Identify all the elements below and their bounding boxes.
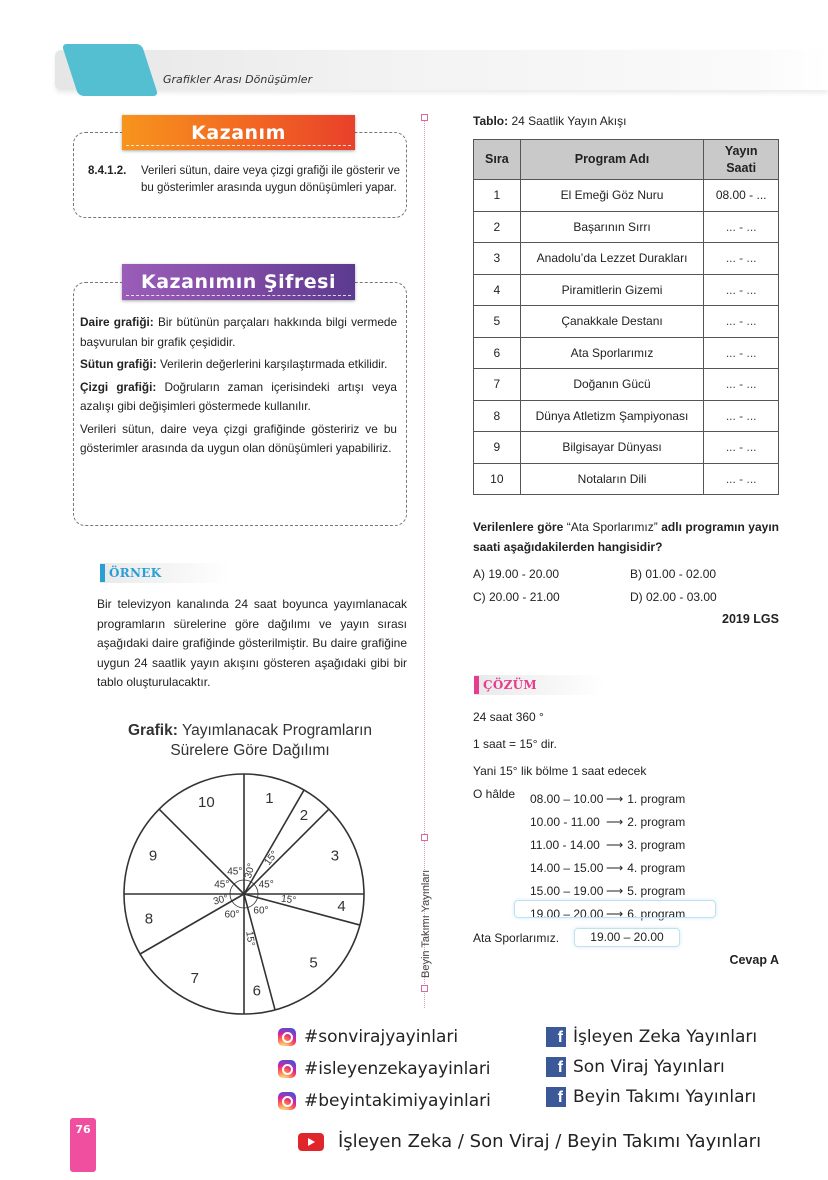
cell-saat: ... - ... xyxy=(704,400,779,432)
pie-angle-label: 45° xyxy=(214,879,230,891)
youtube-link[interactable]: İşleyen Zeka / Son Viraj / Beyin Takımı Yayınları xyxy=(298,1131,761,1152)
ornek-text: Bir televizyon kanalında 24 saat boyunca yayımlanacak programların sürelerine göre dağılımı ve yayın sırası aşağıdaki daire grafiğinde gösterilmiştir. Bu daire grafiğine uygun 24 saatlik yayın akışını gösteren aşağıdaki gibi bir tablo oluşturulacaktır. xyxy=(97,597,407,689)
instagram-icon xyxy=(278,1092,296,1110)
ornek-bar-icon xyxy=(100,564,105,582)
kazanim-content xyxy=(88,163,400,197)
arrow-icon: ⟶ xyxy=(606,814,624,829)
divider-knob-mid xyxy=(421,834,428,841)
cell-program: Piramitlerin Gizemi xyxy=(520,274,704,306)
cell-sira: 5 xyxy=(474,306,521,338)
table-row xyxy=(474,243,779,275)
facebook-icon: f xyxy=(546,1057,566,1077)
arrow-icon: ⟶ xyxy=(606,791,624,806)
chapter-title: Grafikler Arası Dönüşümler xyxy=(163,73,313,86)
pie-segment-label: 4 xyxy=(337,897,346,915)
cell-saat: 08.00 - ... xyxy=(704,180,779,212)
pie-segment-label: 5 xyxy=(309,954,318,972)
cozum-step: 19.00 – 20.00 ⟶ 6. program xyxy=(530,906,686,921)
instagram-link-1[interactable]: #sonvirajyayinlari xyxy=(278,1027,458,1047)
cell-saat: ... - ... xyxy=(704,463,779,495)
pie-segment-label: 6 xyxy=(252,982,262,1000)
instagram-icon xyxy=(278,1028,296,1046)
cell-saat: ... - ... xyxy=(704,337,779,369)
table-row xyxy=(474,180,779,212)
cozum-bar-icon xyxy=(474,676,479,694)
chart-title: Grafik: Yayımlanacak Programların Sürelere Göre Dağılımı xyxy=(127,722,373,759)
cell-sira: 8 xyxy=(474,400,521,432)
sifre-content xyxy=(80,313,397,462)
cell-saat: ... - ... xyxy=(704,243,779,275)
pie-angle-label: 15° xyxy=(280,893,297,907)
cell-saat: ... - ... xyxy=(704,306,779,338)
cell-program: Bilgisayar Dünyası xyxy=(520,432,704,464)
col-header-saat: Yayın Saati xyxy=(704,140,779,180)
pie-chart xyxy=(118,768,370,1020)
highlight-step6 xyxy=(514,900,716,918)
table-caption: Tablo: 24 Saatlik Yayın Akışı xyxy=(473,114,627,128)
cell-sira: 7 xyxy=(474,369,521,401)
instagram-icon xyxy=(278,1060,296,1078)
table-row xyxy=(474,274,779,306)
arrow-icon: ⟶ xyxy=(606,860,624,875)
header-accent-tab xyxy=(62,44,159,96)
ornek-label: ÖRNEK xyxy=(100,563,230,583)
arrow-icon: ⟶ xyxy=(606,906,624,921)
kazanim-banner-label: Kazanım xyxy=(191,121,286,144)
pie-segment-label: 10 xyxy=(198,794,215,812)
arrow-icon: ⟶ xyxy=(606,837,624,852)
cozum-step: 14.00 – 15.00 ⟶ 4. program xyxy=(530,860,686,875)
cell-saat: ... - ... xyxy=(704,432,779,464)
cell-program: Dünya Atletizm Şampiyonası xyxy=(520,400,704,432)
col-header-program: Program Adı xyxy=(520,140,704,180)
cozum-step: 15.00 – 19.00 ⟶ 5. program xyxy=(530,883,686,898)
definition-sutun: Sütun grafiği: Verilerin değerlerini karşılaştırmada etkilidir. xyxy=(80,357,388,371)
cell-sira: 1 xyxy=(474,180,521,212)
pie-angle-label: 15° xyxy=(262,849,281,868)
table-row xyxy=(474,306,779,338)
kazanim-code: 8.4.1.2. xyxy=(88,165,127,177)
pie-angle-label: 45° xyxy=(258,879,274,891)
cell-saat: ... - ... xyxy=(704,274,779,306)
cozum-line3: Yani 15° lik bölme 1 saat edecek xyxy=(473,764,647,778)
instagram-link-2[interactable]: #isleyenzekayayinlari xyxy=(278,1059,491,1079)
pie-angle-label: 60° xyxy=(253,905,269,917)
youtube-icon xyxy=(298,1133,324,1151)
pie-divider-line xyxy=(159,809,244,894)
divider-knob-bottom xyxy=(421,985,428,992)
table-row xyxy=(474,369,779,401)
cell-sira: 2 xyxy=(474,211,521,243)
question-source: 2019 LGS xyxy=(722,612,779,626)
pie-segment-label: 9 xyxy=(148,847,158,865)
definition-daire: Daire grafiği: Bir bütünün parçaları hakkında bilgi vermede başvurulan bir grafik çeşididir. xyxy=(80,315,397,349)
pie-segment-label: 1 xyxy=(265,789,274,807)
cell-program: Doğanın Gücü xyxy=(520,369,704,401)
facebook-icon: f xyxy=(546,1027,566,1047)
option-d[interactable]: D) 02.00 - 03.00 xyxy=(630,590,717,604)
divider-knob-top xyxy=(421,114,428,121)
cell-program: Notaların Dili xyxy=(520,463,704,495)
cell-program: Ata Sporlarımız xyxy=(520,337,704,369)
table-row xyxy=(474,400,779,432)
answer-value: 19.00 – 20.00 xyxy=(574,928,680,947)
pie-segment-label: 2 xyxy=(299,806,309,824)
pie-angle-label: 60° xyxy=(224,909,240,921)
cell-saat: ... - ... xyxy=(704,211,779,243)
table-row xyxy=(474,337,779,369)
final-answer: Cevap A xyxy=(729,953,779,967)
option-b[interactable]: B) 01.00 - 02.00 xyxy=(630,567,717,581)
facebook-icon: f xyxy=(546,1087,566,1107)
cell-sira: 6 xyxy=(474,337,521,369)
facebook-link-2[interactable]: f Son Viraj Yayınları xyxy=(546,1057,725,1077)
sifre-banner-label: Kazanımın Şifresi xyxy=(141,271,336,293)
publisher-side-text: Beyin Takımı Yayınları xyxy=(420,869,432,978)
instagram-link-3[interactable]: #beyintakimiyayinlari xyxy=(278,1091,491,1111)
pie-angle-label: 30° xyxy=(212,893,230,908)
answer-label: Ata Sporlarımız. xyxy=(473,931,560,945)
cell-program: Anadolu’da Lezzet Durakları xyxy=(520,243,704,275)
pie-segment-label: 3 xyxy=(330,847,340,865)
pie-angle-label: 30° xyxy=(243,862,258,880)
cell-program: Başarının Sırrı xyxy=(520,211,704,243)
pie-segment-label: 7 xyxy=(190,970,199,988)
facebook-link-3[interactable]: f Beyin Takımı Yayınları xyxy=(546,1087,756,1107)
cell-sira: 9 xyxy=(474,432,521,464)
option-c[interactable]: C) 20.00 - 21.00 xyxy=(473,590,560,604)
cozum-step: 08.00 – 10.00 ⟶ 1. program xyxy=(530,791,686,806)
facebook-link-1[interactable]: f İşleyen Zeka Yayınları xyxy=(546,1027,757,1047)
question-text: Verilenlere göre “Ata Sporlarımız” adlı programın yayın saati aşağıdakilerden hangisidir? xyxy=(473,520,779,554)
cell-saat: ... - ... xyxy=(704,369,779,401)
option-a[interactable]: A) 19.00 - 20.00 xyxy=(473,567,560,581)
kazanim-text: Verileri sütun, daire veya çizgi grafiği ile gösterir ve bu gösterimler arasında uygun dönüşümleri yapar. xyxy=(141,165,400,194)
cell-sira: 3 xyxy=(474,243,521,275)
table-row xyxy=(474,463,779,495)
cell-sira: 4 xyxy=(474,274,521,306)
col-header-sira: Sıra xyxy=(474,140,521,180)
cell-program: Çanakkale Destanı xyxy=(520,306,704,338)
definition-cizgi: Çizgi grafiği: Doğruların zaman içerisindeki artışı veya azalışı gibi değişimleri göstermede kullanılır. xyxy=(80,379,397,413)
table-row xyxy=(474,432,779,464)
summary-text: Verileri sütun, daire veya çizgi grafiğinde gösteririz ve bu gösterimler arasında da uygun olan dönüşümleri yapabiliriz. xyxy=(80,421,397,455)
cozum-line2: 1 saat = 15° dir. xyxy=(473,737,557,751)
pie-angle-label: 15° xyxy=(243,930,257,947)
cozum-step: 10.00 - 11.00 ⟶ 2. program xyxy=(530,814,686,829)
cozum-label: ÇÖZÜM xyxy=(474,675,604,695)
table-row xyxy=(474,211,779,243)
arrow-icon: ⟶ xyxy=(606,883,624,898)
pie-segment-label: 8 xyxy=(144,910,154,928)
cozum-line1: 24 saat 360 ° xyxy=(473,710,544,724)
cell-sira: 10 xyxy=(474,463,521,495)
page-number: 76 xyxy=(70,1118,96,1172)
sifre-banner xyxy=(122,264,355,300)
broadcast-table xyxy=(473,139,779,495)
cell-program: El Emeği Göz Nuru xyxy=(520,180,704,212)
cozum-step: 11.00 - 14.00 ⟶ 3. program xyxy=(530,837,686,852)
pie-angle-label: 45° xyxy=(227,866,243,878)
kazanim-banner xyxy=(122,115,355,150)
cozum-prefix: O hâlde xyxy=(473,787,516,801)
